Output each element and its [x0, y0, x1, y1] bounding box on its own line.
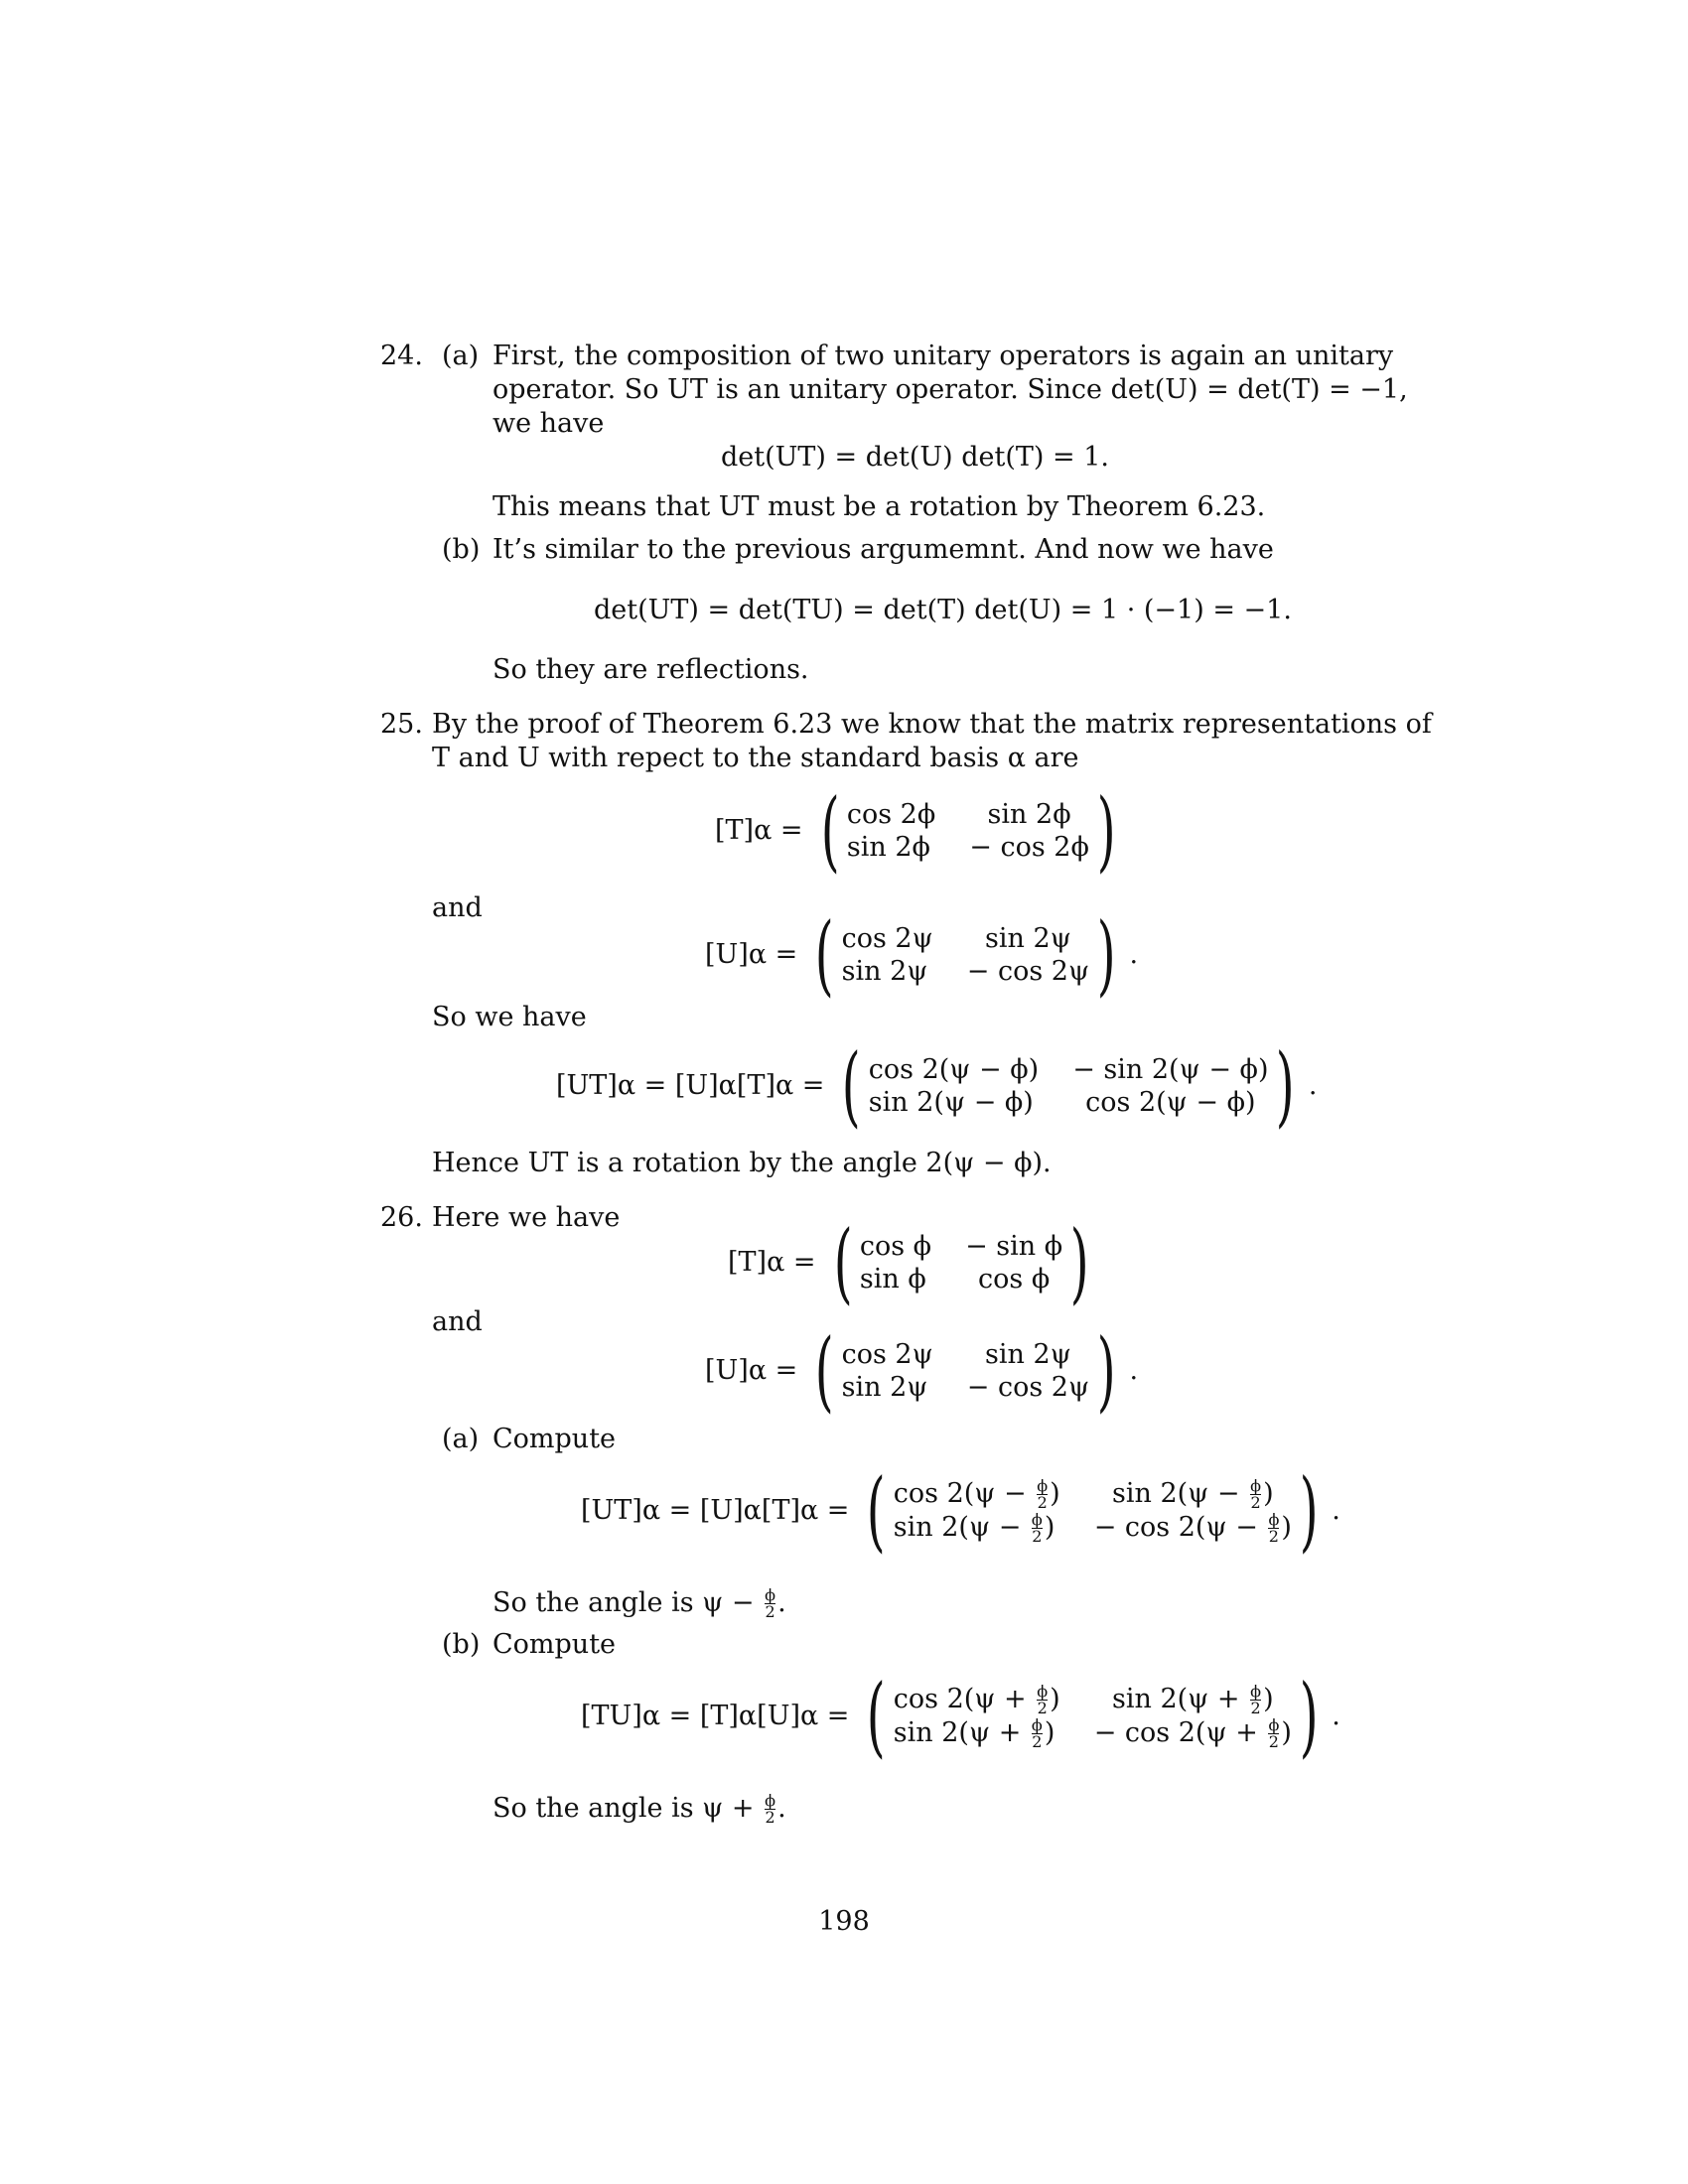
matrix-cell: − cos 2(ψ + $\frac{\phi}{2}$ ) [1093, 1715, 1292, 1751]
matrix-cell: sin 2(ψ − ϕ) [868, 1087, 1034, 1118]
problem-24b-line2: So they are reflections. [492, 654, 809, 685]
problem-24a-equation: det(UT) = det(U) det(T) = 1. [721, 442, 1109, 473]
page-number: 198 [818, 1906, 870, 1937]
problem-25-number: 25. [380, 709, 423, 740]
problem-26b-label: (b) [442, 1629, 481, 1660]
matrix-cell: − cos 2ψ [966, 956, 1090, 987]
problem-25-matrix-U: [U]α = ( cos 2ψ sin 2ψ sin 2ψ − cos 2ψ ) . [705, 903, 1139, 1006]
problem-24a-line2: operator. So UT is an unitary operator. Since det(U) = det(T) = −1, [492, 374, 1408, 405]
matrix-cell: sin 2(ψ − $\frac{\phi}{2}$ ) [893, 1510, 1055, 1546]
matrix-cell: − cos 2ψ [966, 1372, 1090, 1403]
problem-25-matrix-T: [T]α = ( cos 2ϕ sin 2ϕ sin 2ϕ − cos 2ϕ ) [715, 779, 1116, 882]
matrix-cell: − sin ϕ [965, 1231, 1063, 1262]
matrix-cell: − cos 2ϕ [969, 832, 1089, 863]
matrix-cell: sin 2(ψ + $\frac{\phi}{2}$ ) [893, 1715, 1055, 1751]
problem-25-line2: T and U with repect to the standard basis α are [432, 743, 1079, 773]
problem-24a-label: (a) [442, 341, 480, 371]
matrix-cell: cos 2ϕ [846, 799, 936, 830]
matrix-U-lhs: [U]α = [705, 939, 798, 970]
matrix-cell: cos ϕ [978, 1264, 1051, 1295]
problem-26a-matrix-UT: [UT]α = [U]α[T]α = ( cos 2(ψ − $\frac{\phi}{2}$ ) sin 2(ψ − $\frac{\phi}{2}$ ) sin 2(ψ − $\frac{\phi}{2}$ ) − cos 2(ψ − $\frac{\phi}{2}$ ) ) . [581, 1459, 1340, 1562]
matrix-cell: sin 2ϕ [987, 799, 1071, 830]
matrix-cell: cos 2(ψ − ϕ) [1085, 1087, 1256, 1118]
matrix-cell: cos ϕ [859, 1231, 932, 1262]
problem-25-line1: By the proof of Theorem 6.23 we know that the matrix representations of [432, 709, 1432, 740]
problem-26a-compute: Compute [492, 1424, 617, 1454]
matrix-cell: sin 2(ψ + $\frac{\phi}{2}$ ) [1112, 1682, 1274, 1717]
matrix-TU-lhs: [TU]α = [T]α[U]α = [581, 1701, 850, 1731]
problem-24b-line1: It’s similar to the previous argumemnt. And now we have [492, 534, 1274, 565]
problem-24b-equation: det(UT) = det(TU) = det(T) det(U) = 1 · (−1) = −1. [594, 595, 1292, 625]
matrix-cell: cos 2(ψ − $\frac{\phi}{2}$ ) [893, 1476, 1060, 1512]
problem-26a-angle: So the angle is ψ − $\frac{\phi}{2}$ . [492, 1585, 786, 1621]
matrix-cell: sin 2ψ [985, 1339, 1071, 1370]
matrix-cell: cos 2ψ [841, 1339, 933, 1370]
matrix-cell: cos 2(ψ + $\frac{\phi}{2}$ ) [893, 1682, 1060, 1717]
problem-25-so-we-have: So we have [432, 1002, 587, 1032]
problem-26b-matrix-TU: [TU]α = [T]α[U]α = ( cos 2(ψ + $\frac{\phi}{2}$ ) sin 2(ψ + $\frac{\phi}{2}$ ) sin 2(ψ + $\frac{\phi}{2}$ ) − cos 2(ψ + $\frac{\phi}{2}$ ) ) . [581, 1665, 1340, 1767]
matrix-cell: sin 2ψ [985, 923, 1071, 954]
problem-26b-angle: So the angle is ψ + $\frac{\phi}{2}$ . [492, 1791, 786, 1827]
problem-26-line1: Here we have [432, 1202, 621, 1233]
problem-26a-label: (a) [442, 1424, 480, 1454]
matrix-cell: − cos 2(ψ − $\frac{\phi}{2}$ ) [1093, 1510, 1292, 1546]
matrix-cell: cos 2(ψ − ϕ) [868, 1054, 1040, 1085]
matrix-cell: sin 2ψ [841, 1372, 928, 1403]
problem-26-number: 26. [380, 1202, 423, 1233]
problem-25-hence: Hence UT is a rotation by the angle 2(ψ − ϕ). [432, 1148, 1052, 1178]
problem-24b-label: (b) [442, 534, 481, 565]
matrix-U-lhs: [U]α = [705, 1355, 798, 1386]
matrix-cell: − sin 2(ψ − ϕ) [1072, 1054, 1269, 1085]
matrix-cell: sin 2ϕ [846, 832, 930, 863]
problem-26b-compute: Compute [492, 1629, 617, 1660]
problem-24a-line1: First, the composition of two unitary operators is again an unitary [492, 341, 1394, 371]
problem-24a-line4: This means that UT must be a rotation by Theorem 6.23. [492, 491, 1266, 522]
matrix-cell: cos 2ψ [841, 923, 933, 954]
matrix-cell: sin 2ψ [841, 956, 928, 987]
problem-25-and: and [432, 892, 483, 923]
matrix-UT-lhs: [UT]α = [U]α[T]α = [556, 1070, 825, 1101]
problem-26-matrix-T: [T]α = ( cos ϕ − sin ϕ sin ϕ cos ϕ ) [728, 1211, 1089, 1313]
matrix-T-lhs: [T]α = [728, 1247, 816, 1278]
problem-24a-line3: we have [492, 408, 605, 439]
problem-25-matrix-UT: [UT]α = [U]α[T]α = ( cos 2(ψ − ϕ) − sin 2(ψ − ϕ) sin 2(ψ − ϕ) cos 2(ψ − ϕ) ) . [556, 1034, 1318, 1137]
matrix-cell: sin 2(ψ − $\frac{\phi}{2}$ ) [1112, 1476, 1274, 1512]
matrix-UT-lhs: [UT]α = [U]α[T]α = [581, 1495, 850, 1526]
matrix-T-lhs: [T]α = [715, 815, 803, 846]
problem-26-matrix-U: [U]α = ( cos 2ψ sin 2ψ sin 2ψ − cos 2ψ ) . [705, 1319, 1139, 1422]
problem-26-and: and [432, 1306, 483, 1337]
matrix-cell: sin ϕ [859, 1264, 926, 1295]
problem-24-number: 24. [380, 341, 423, 371]
